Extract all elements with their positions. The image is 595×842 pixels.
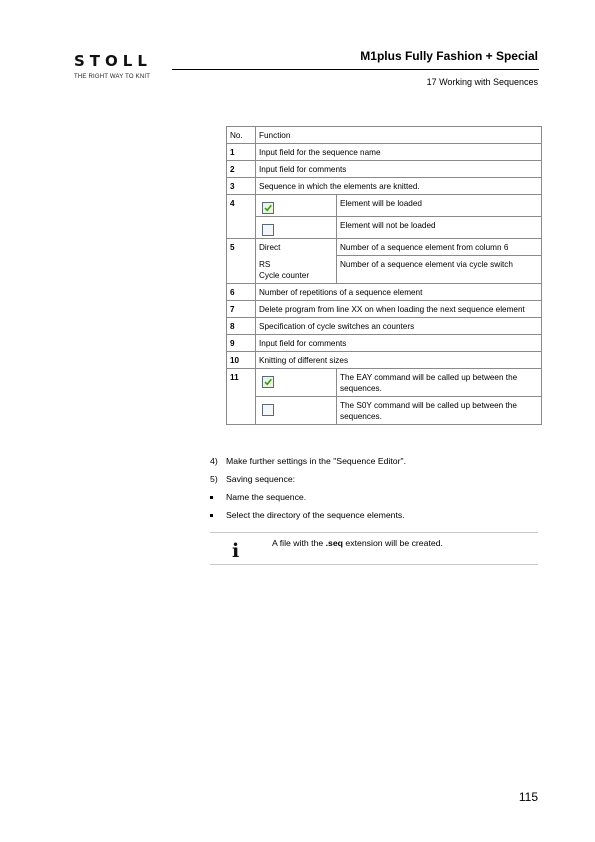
checkbox-cell <box>256 217 337 239</box>
note-top-divider <box>210 532 538 533</box>
bullet-marker <box>210 510 224 520</box>
direct-label: Direct <box>256 239 337 256</box>
header-divider <box>172 69 539 70</box>
checkbox-cell <box>256 396 337 424</box>
row-number: 7 <box>227 300 256 317</box>
step-text: Saving sequence: <box>226 474 296 484</box>
table-row <box>227 178 542 195</box>
table-row <box>227 161 542 178</box>
column-header-function: Function <box>256 127 542 144</box>
unchecked-description: Element will not be loaded <box>337 217 542 239</box>
column-header-no: No. <box>227 127 256 144</box>
table-row <box>227 317 542 334</box>
table-row <box>227 239 542 256</box>
rs-label-cell <box>256 256 337 284</box>
note-text-end: extension will be created. <box>343 538 443 548</box>
bullet-text: Name the sequence. <box>226 492 307 502</box>
row-number: 3 <box>227 178 256 195</box>
info-note <box>272 538 443 548</box>
row-number: 6 <box>227 283 256 300</box>
unchecked-description: The S0Y command will be called up between the sequences. <box>337 396 542 424</box>
step-number: 4) <box>210 456 218 466</box>
row-number: 11 <box>227 368 256 424</box>
row-number: 5 <box>227 239 256 284</box>
step-number: 5) <box>210 474 218 484</box>
row-function: Knitting of different sizes <box>256 351 542 368</box>
page-number: 115 <box>518 790 538 804</box>
direct-description: Number of a sequence element from column 6 <box>337 239 542 256</box>
row-function: Sequence in which the elements are knitted. <box>256 178 542 195</box>
checkbox-cell <box>256 195 337 217</box>
table-row <box>227 396 542 424</box>
row-number: 9 <box>227 334 256 351</box>
logo-tagline: THE RIGHT WAY TO KNIT <box>74 74 151 80</box>
checked-checkbox-icon <box>262 376 274 388</box>
row-number: 10 <box>227 351 256 368</box>
table-row <box>227 256 542 284</box>
table-row <box>227 144 542 161</box>
row-function: Input field for comments <box>256 334 542 351</box>
table-row <box>227 195 542 217</box>
stoll-logo <box>74 52 152 80</box>
step-text: Make further settings in the "Sequence Editor". <box>226 456 407 466</box>
table-header-row <box>227 127 542 144</box>
info-icon: i <box>232 540 240 562</box>
bullet-marker <box>210 492 224 502</box>
chapter-heading: 17 Working with Sequences <box>426 77 538 87</box>
bullet-dot-icon <box>210 514 213 517</box>
unchecked-checkbox-icon <box>262 224 274 236</box>
checked-description: Element will be loaded <box>337 195 542 217</box>
function-table <box>226 126 542 425</box>
row-number: 8 <box>227 317 256 334</box>
table-row <box>227 283 542 300</box>
table-row <box>227 217 542 239</box>
row-number: 2 <box>227 161 256 178</box>
unchecked-checkbox-icon <box>262 404 274 416</box>
table-row <box>227 368 542 396</box>
logo-wordmark: STOLL <box>74 52 152 70</box>
note-text-start: A file with the <box>272 538 326 548</box>
row-function: Specification of cycle switches an counters <box>256 317 542 334</box>
row-number: 4 <box>227 195 256 239</box>
checked-checkbox-icon <box>262 202 274 214</box>
table-row <box>227 334 542 351</box>
bullet-text: Select the directory of the sequence elements. <box>226 510 405 520</box>
rs-description: Number of a sequence element via cycle switch <box>337 256 542 284</box>
document-title: M1plus Fully Fashion + Special <box>360 49 538 63</box>
row-function: Input field for comments <box>256 161 542 178</box>
note-bottom-divider <box>210 564 538 565</box>
row-function: Number of repetitions of a sequence element <box>256 283 542 300</box>
table-row <box>227 300 542 317</box>
row-number: 1 <box>227 144 256 161</box>
rs-label: RS <box>259 259 271 269</box>
cycle-counter-label: Cycle counter <box>259 270 310 280</box>
row-function: Input field for the sequence name <box>256 144 542 161</box>
row-function: Delete program from line XX on when loading the next sequence element <box>256 300 542 317</box>
file-extension: .seq <box>325 538 343 548</box>
bullet-dot-icon <box>210 496 213 499</box>
checked-description: The EAY command will be called up between the sequences. <box>337 368 542 396</box>
table-row <box>227 351 542 368</box>
checkbox-cell <box>256 368 337 396</box>
